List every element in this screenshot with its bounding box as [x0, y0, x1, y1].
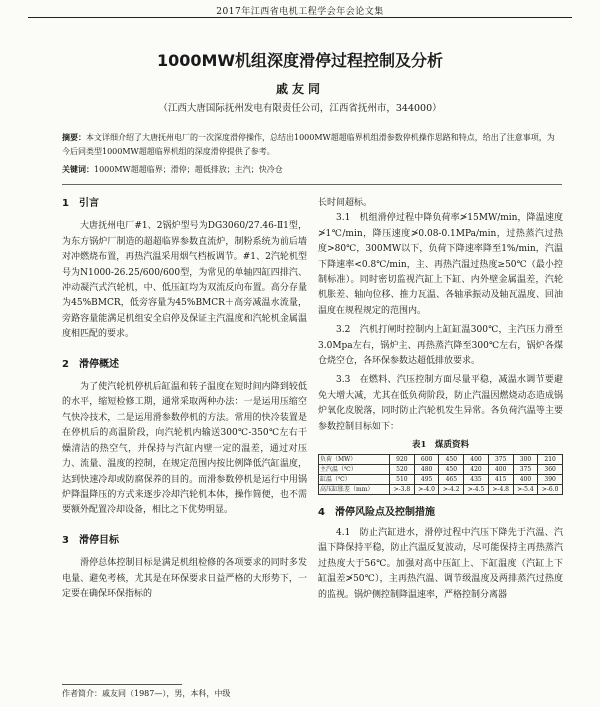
table-cell: 400: [464, 454, 489, 464]
table-cell: 480: [414, 464, 439, 474]
table-cell: 300: [513, 454, 538, 464]
keywords: [62, 164, 562, 175]
section-3-paragraph: 滑停总体控制目标是满足机组检修的各项要求的同时多发电量、避免考核，尤其是在环保要求日益严格的大形势下，一定要在确保环保指标的: [62, 558, 307, 599]
paragraph-4-1: 4.1 防止汽缸进水，滑停过程中汽压下降先于汽温、汽温下降保持平稳，防止汽温反复波动，尽可能保持主再热蒸汽过热度大于56℃。加强对高中压缸上、下缸温度（汽缸上下缸温差≯50℃），主再热汽温、调节级温度及两排蒸汽过热度的监视。锅炉侧控制降温速率，严格控制分离器: [318, 527, 563, 600]
table-cell: 495: [414, 474, 439, 484]
abstract-label: 摘要：: [62, 132, 86, 142]
table-row-header: 主汽温（℃）: [319, 464, 390, 474]
table-cell: >-4.5: [464, 484, 489, 494]
table-cell: >-3.8: [390, 484, 415, 494]
table-row: [319, 474, 563, 484]
table-cell: 920: [390, 454, 415, 464]
section-4-heading: 4 滑停风险点及控制措施: [318, 506, 435, 518]
table-row: [319, 464, 563, 474]
author-footnote: 作者简介：戚友同（1987—），男，本科，中级: [62, 689, 231, 698]
continued-paragraph: 长时间超标。: [318, 198, 373, 208]
table-cell: 415: [488, 474, 513, 484]
table-cell: >-4.8: [488, 484, 513, 494]
table-cell: 400: [513, 474, 538, 484]
table-row: [319, 484, 563, 494]
table-row: [319, 454, 563, 464]
table-cell: >-6.0: [538, 484, 563, 494]
section-1-paragraph: 大唐抚州电厂#1、2锅炉型号为DG3060/27.46-Ⅱ1型，为东方锅炉厂制造的超超临界参数直流炉，制粉系统为前后墙对冲燃烧布置，再热汽温采用烟气档板调节。#1、2汽轮机型号为N1000-26.25/600/600型，为常见的单轴四缸四排汽、冲动凝汽式汽轮机，中、低压缸均为双流反向布置。高分存量为45%BMCR，低旁容量为45%BMCR＋高旁减温水流量，旁路容量能满足机组安全启停及保证主汽温度和汽轮机金属温度相匹配的要求。: [62, 221, 307, 340]
affiliation: （江西大唐国际抚州发电有限责任公司，江西省抚州市，344000）: [158, 103, 442, 114]
table-cell: 510: [390, 474, 415, 484]
table-cell: 360: [538, 464, 563, 474]
table-row-header: 缸温（℃）: [319, 474, 390, 484]
section-2-paragraph: 为了使汽轮机停机后缸温和转子温度在短时间内降到较低的水平，缩短检修工期，通常采取两种办法：一是运用压缩空气快冷技术，二是运用滑参数停机的方法。常用的快冷装置是在停机后的高温阶段，向汽轮机内输送300℃-350℃左右干燥清洁的热空气，并保持与汽缸内壁一定的温差，通过对压力、流量、温度的控制，在规定范围内按比例降低汽缸温度，达到快速冷却或防腐保养的目的。而滑参数停机是运行中用锅炉降温降压的方式来逐步冷却汽轮机本体，操作简便，也不需要额外配置冷却设备，相比之下优势明显。: [62, 382, 307, 516]
left-column: [62, 196, 307, 602]
table-row-header: 高压缸胀差（mm）: [319, 484, 390, 494]
table-cell: 520: [390, 464, 415, 474]
table-cell: 435: [464, 474, 489, 484]
paragraph-3-2: 3.2 汽机打闸时控制内上缸缸温300℃，主汽压力滑至3.0Mpa左右，锅炉主、再热蒸汽降至300℃左右，锅炉各煤仓烧空仓，各环保参数达超低排放要求。: [318, 325, 563, 367]
table-cell: 465: [439, 474, 464, 484]
running-header: 2017年江西省电机工程学会年会论文集: [216, 7, 384, 17]
table-caption: 表1 煤质资料: [412, 440, 469, 451]
keywords-label: 关键词：: [62, 164, 94, 174]
paper-title: 1000MW机组深度滑停过程控制及分析: [156, 51, 444, 70]
table-cell: >-4.0: [414, 484, 439, 494]
table-cell: 390: [538, 474, 563, 484]
table-cell: 600: [414, 454, 439, 464]
table-row-header: 负荷（MW）: [319, 454, 390, 464]
section-3-heading: 3 滑停目标: [62, 534, 119, 546]
paragraph-3-3: 3.3 在燃料、汽压控制方面尽量平稳，减温水调节要避免大增大减，尤其在低负荷阶段，防止汽温因燃烧动态造成锅炉氧化皮脱落，同时防止汽轮机发生异常。各负荷汽温等主要参数控制目标如下：: [318, 375, 563, 432]
section-1-heading: 1 引言: [62, 198, 99, 209]
right-column: [318, 196, 563, 603]
table-cell: 375: [513, 464, 538, 474]
table-cell: 420: [464, 464, 489, 474]
coal-quality-table: [318, 454, 563, 495]
table-cell: 450: [439, 454, 464, 464]
paragraph-3-1: 3.1 机组滑停过程中降负荷率≯15MW/min，降温速度≯1℃/min，降压速度≯0.08-0.1MPa/min，过热蒸汽过热度>80℃，300MW以下，负荷下降速率降至1%/min，汽温下降速率<0.8℃/min，主、再热汽温过热度≥50℃（最小控制标准）。同时密切监视汽缸上下缸、内外壁金属温差，汽轮机胀差、轴向位移、推力瓦温、各轴承振动及轴瓦温度、回油温度在规程规定的范围内。: [318, 213, 563, 316]
section-2-heading: 2 滑停概述: [62, 358, 119, 370]
footnote-rule: [62, 684, 182, 685]
table-cell: 210: [538, 454, 563, 464]
table-cell: 400: [488, 464, 513, 474]
abstract-text: 本文详细介绍了大唐抚州电厂的一次深度滑停操作，总结出1000MW超超临界机组滑参数停机操作思路和特点，给出了注意事项，为今后同类型1000MW超超临界机组的深度滑停提供了参考。: [62, 133, 555, 156]
header-rule: [28, 17, 572, 18]
keywords-text: 1000MW超超临界；滑停；超低排放；主汽；快冷仓: [94, 165, 283, 174]
table-cell: >-4.2: [439, 484, 464, 494]
table-cell: 375: [488, 454, 513, 464]
abstract: [62, 130, 562, 159]
table-cell: >-5.4: [513, 484, 538, 494]
table-cell: 450: [439, 464, 464, 474]
abstract-divider: [62, 184, 562, 185]
author-name: 戚友同: [275, 82, 324, 96]
